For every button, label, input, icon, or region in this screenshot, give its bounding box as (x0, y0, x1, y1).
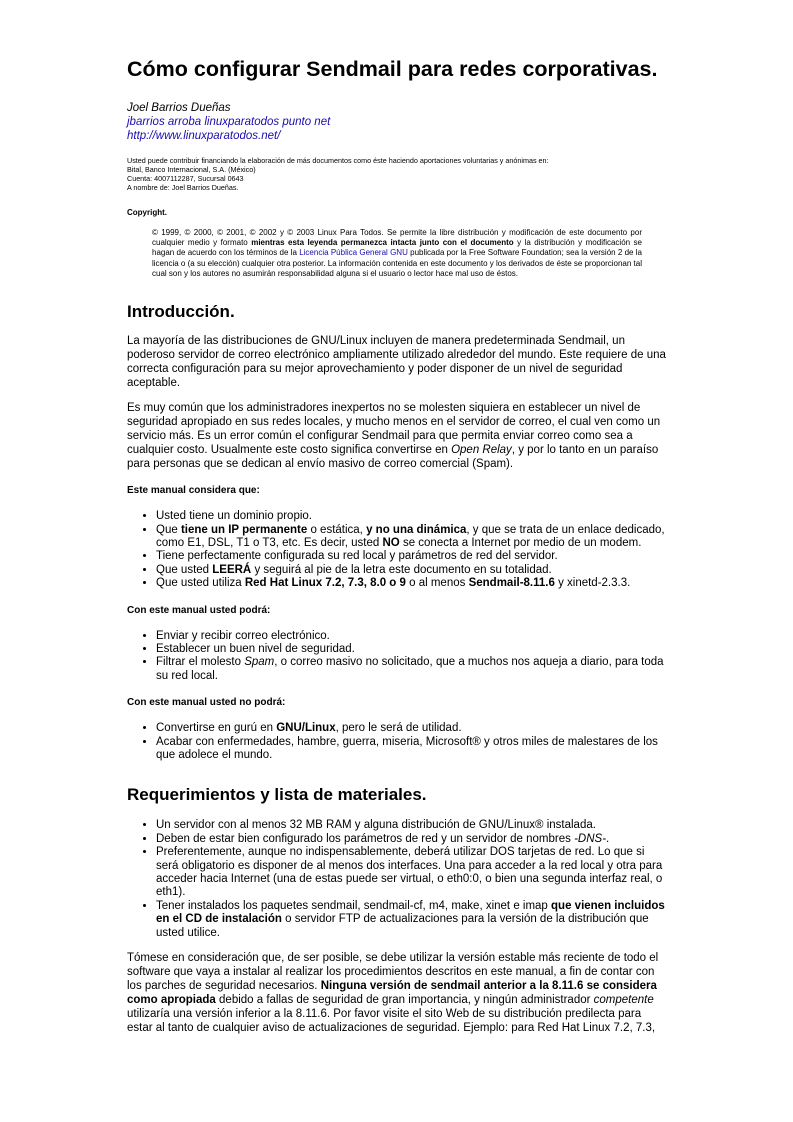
list-item (156, 900, 667, 940)
intro-heading: Introducción. (127, 302, 235, 322)
requirements-heading: Requerimientos y lista de materiales. (127, 785, 427, 805)
open-relay-term: Open Relay (451, 444, 512, 457)
list-item (156, 577, 667, 590)
list-item: • Acabar con enfermedades, hambre, guerra, miseria, Microsoft® y otros miles de malestares de los que adolece el mundo. (156, 736, 667, 763)
list-item (156, 656, 667, 683)
text-part: Que (156, 523, 181, 536)
bold-text: GNU/Linux (276, 722, 336, 735)
donation-account: Cuenta: 4007112287, Sucursal 0643 (127, 173, 244, 183)
intro-paragraph-2 (127, 401, 667, 471)
text-part: , o correo masivo no solicitado, que a muchos nos aqueja a diario, para toda su red local. (156, 656, 664, 682)
considers-list (127, 510, 667, 590)
can-list (127, 630, 667, 684)
bold-text: LEERÁ (212, 563, 252, 576)
text-part: debido a fallas de seguridad de gran importancia, y ningún administrador (215, 994, 594, 1007)
list-item (156, 524, 667, 551)
donation-line: Usted puede contribuir financiando la elaboración de más documentos como éste haciendo aportaciones voluntarias y anónimas en: (127, 156, 549, 165)
text-part: Que usted utiliza (156, 577, 245, 590)
list-item: • Enviar y recibir correo electrónico. (156, 630, 667, 643)
list-item: • Establecer un buen nivel de seguridad. (156, 643, 667, 656)
text-part: , pero le será de utilidad. (335, 722, 462, 735)
list-item: • Un servidor con al menos 32 MB RAM y alguna distribución de GNU/Linux® instalada. (156, 819, 667, 832)
text-part: o estática, (307, 523, 367, 536)
text-part: o al menos (405, 577, 469, 590)
text-part: y seguirá al pie de la letra este documento en su totalidad. (251, 563, 552, 576)
author-block (127, 101, 667, 143)
italic-text: -DNS- (574, 832, 607, 845)
list-item: • Preferentemente, aunque no indispensablemente, deberá utilizar DOS tarjetas de red. Lo que si será obligatorio es disponer de al menos dos interfaces. Una para acceder a la red local y otra para acceder hacia Internet (una de estas puede ser virtual, o eth0:0, o bien una segunda interfaz real, o eth1). (156, 846, 667, 900)
list-item: • Tiene perfectamente configurada su red local y parámetros de red del servidor. (156, 550, 667, 563)
text-part: Tómese en consideración que, de ser posible, se debe utilizar la versión estable más reciente de todo el software que vaya a instalar al realizar los procedimientos descritos en este manual, a fin de contar con los parches de seguridad necesarios. (127, 952, 659, 993)
donation-note (127, 157, 667, 193)
requirements-list (127, 819, 667, 940)
can-heading: Con este manual usted podrá: (127, 604, 271, 616)
text-part: Deben de estar bien configurado los parámetros de red y un servidor de nombres (156, 832, 575, 845)
list-item (156, 564, 667, 577)
author-email: jbarrios arroba linuxparatodos punto net (127, 116, 331, 128)
bold-text: Ninguna versión de sendmail anterior a la 8.11.6 se considera como apropiada (127, 980, 657, 1007)
cannot-list (127, 722, 667, 762)
text-part: , y que se trata de un enlace dedicado, como E1, DSL, T1 o T3, etc. Es decir, usted (156, 523, 665, 549)
donation-bank: Bital, Banco Internacional, S.A. (México) (127, 164, 256, 174)
italic-text: competente (593, 994, 654, 1007)
text-part: y xinetd-2.3.3. (554, 577, 631, 590)
cannot-heading: Con este manual usted no podrá: (127, 697, 286, 709)
text-part: Que usted (156, 563, 213, 576)
requirements-paragraph (127, 951, 667, 1035)
bold-text: Red Hat Linux 7.2, 7.3, 8.0 o 9 (244, 577, 406, 590)
text-part: . (606, 832, 610, 845)
text-part: Es muy común que los administradores inexpertos no se molesten siquiera en establecer un nivel de seguridad apropiado en sus redes locales, y mucho menos en el servidor de correo, el cual ven como un servicio más. Es un error común el configurar Sendmail para que permita enviar correo como sea a cualquier costo. Usualmente este costo significa convertirse en (127, 402, 661, 457)
bold-text: que vienen incluidos en el CD de instalación (156, 899, 665, 926)
list-item (156, 722, 667, 735)
author-name: Joel Barrios Dueñas (127, 102, 231, 114)
intro-paragraph-1: La mayoría de las distribuciones de GNU/Linux incluyen de manera predeterminada Sendmail, un poderoso servidor de correo electrónico ampliamente utilizado alrededor del mundo. Este requiere de una correcta configuración para su mejor aprovechamiento y poder disponer de un nivel de seguridad aceptable. (127, 335, 666, 390)
text-part: Tener instalados los paquetes sendmail, sendmail-cf, m4, make, xinet e imap (156, 899, 552, 912)
document-body (127, 56, 667, 1035)
list-item (156, 833, 667, 846)
bold-text: y no una dinámica (366, 523, 467, 536)
text-part: Convertirse en gurú en (156, 722, 277, 735)
author-website-link[interactable]: http://www.linuxparatodos.net/ (127, 130, 281, 142)
bold-text: Sendmail-8.11.6 (468, 577, 555, 590)
license-text-part: © 1999, © 2000, © 2001, © 2002 y © 2003 Linux Para Todos. Se permite la libre distribución y modificación de este documento por cualquier medio y formato (152, 227, 642, 247)
bold-text: NO (382, 536, 400, 549)
bold-text: tiene un IP permanente (180, 523, 308, 536)
italic-text: Spam (244, 656, 275, 669)
donation-holder: A nombre de: Joel Barrios Dueñas. (127, 182, 239, 192)
license-text (152, 228, 642, 279)
considers-heading: Este manual considera que: (127, 485, 260, 497)
text-part: utilizaría una versión inferior a la 8.11.6. Por favor visite el sito Web de su distribución predilecta para estar al tanto de cualquier aviso de actualizaciones de seguridad. Ejemplo: para Red Hat Linux 7.2, 7.3, (127, 1008, 656, 1035)
license-text-part: publicada por la Free Software Foundation; sea la versión 2 de la licencia o (a su elección) cualquier otra posterior. La información contenida en este documento y los derivados de éste se proporcionan tal cual son y los autores no asumirán responsabilidad alguna si el usuario o lector hace mal uso de éstos. (152, 248, 642, 278)
license-text-part: y la distribución y modificación se hagan de acuerdo con los términos de la (152, 237, 643, 258)
document-title: Cómo configurar Sendmail para redes corporativas. (127, 57, 658, 81)
copyright-heading: Copyright. (127, 207, 167, 217)
text-part: Filtrar el molesto (156, 656, 245, 669)
list-item: • Usted tiene un dominio propio. (156, 510, 667, 523)
text-part: , y por lo tanto en un paraíso para personas que se dedican al envío masivo de correo comercial (Spam). (127, 444, 659, 471)
gpl-license-link[interactable]: Licencia Pública General GNU (299, 248, 408, 258)
license-bold: mientras esta leyenda permanezca intacta junto con el documento (251, 237, 514, 247)
text-part: se conecta a Internet por medio de un modem. (399, 536, 642, 549)
text-part: o servidor FTP de actualizaciones para la versión de la distribución que usted utilice. (156, 913, 649, 939)
